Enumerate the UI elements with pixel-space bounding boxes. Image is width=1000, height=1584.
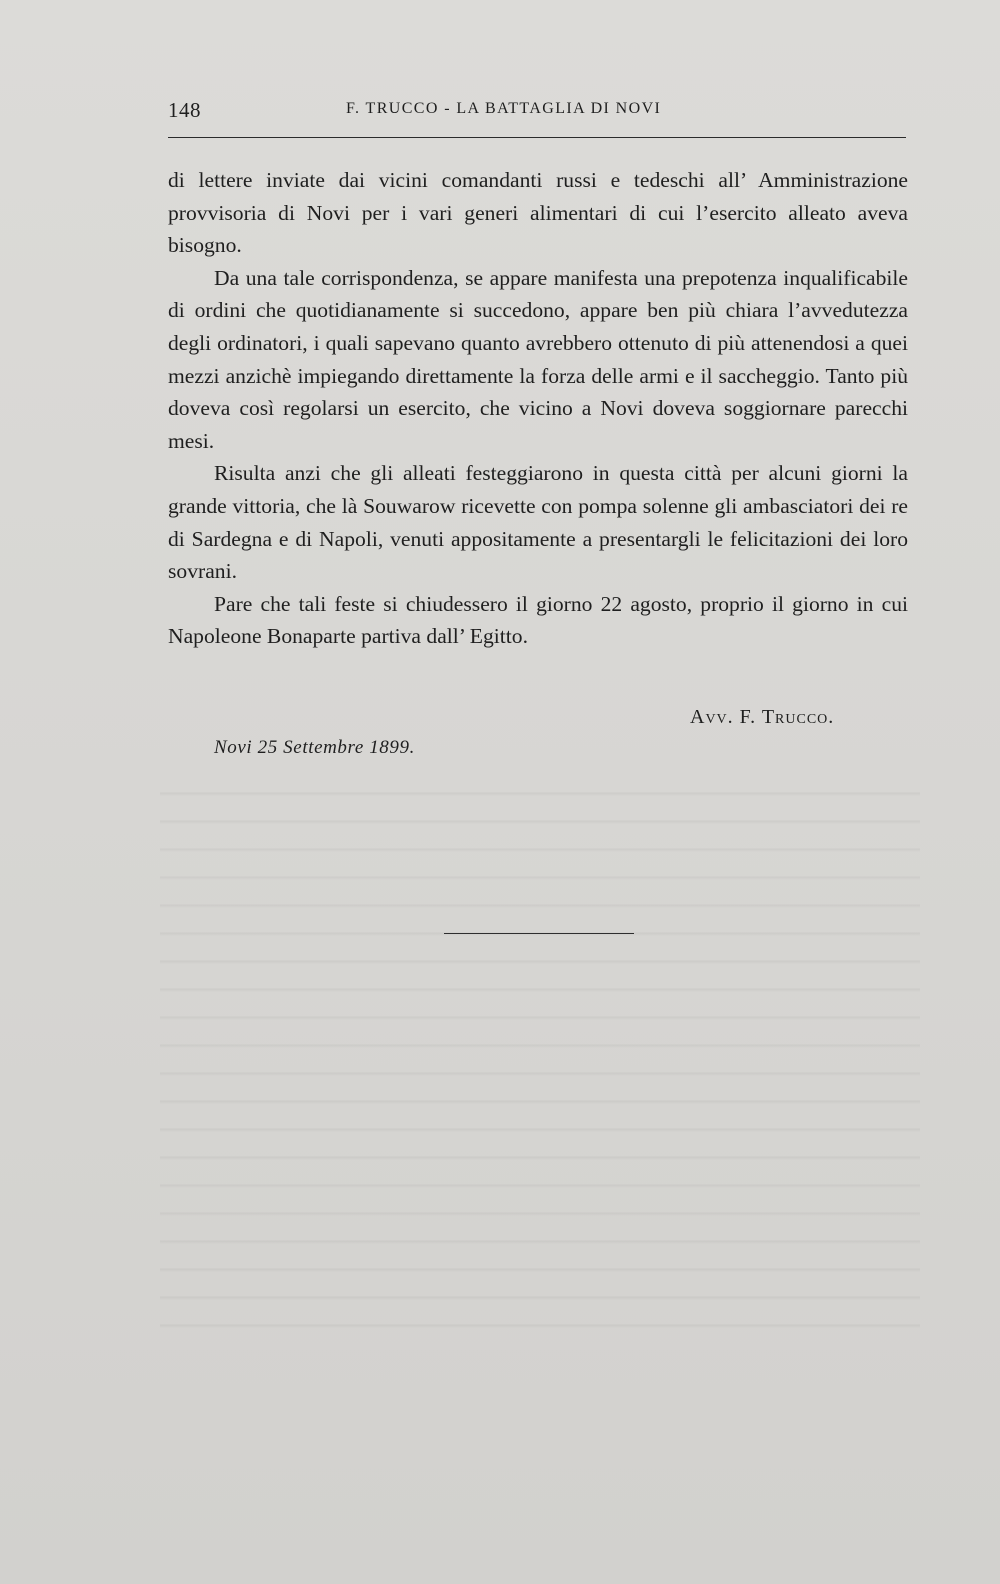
body-text (168, 164, 908, 653)
dateline: Novi 25 Settembre 1899. (214, 737, 415, 758)
show-through-texture (160, 780, 920, 1340)
paragraph: Pare che tali feste si chiudessero il giorno 22 agosto, proprio il giorno in cui Napoleone Bonaparte partiva dall’ Egitto. (168, 591, 908, 649)
paragraph: di lettere inviate dai vicini comandanti russi e tedeschi all’ Amministrazione provvisoria di Novi per i vari generi alimentari di cui l’esercito alleato aveva bisogno. (168, 168, 908, 258)
paragraph: Risulta anzi che gli alleati festeggiarono in questa città per alcuni giorni la grande vittoria, che là Souwarow ricevette con pompa solenne gli ambasciatori dei re di Sardegna e di Napoli, venuti appositamente a presentargli le felicitazioni dei loro sovrani. (168, 461, 908, 584)
running-head: F. TRUCCO - LA BATTAGLIA DI NOVI (346, 100, 662, 117)
header-rule (168, 137, 906, 138)
page-number: 148 (168, 98, 201, 122)
end-rule (444, 933, 634, 934)
paragraph: Da una tale corrispondenza, se appare manifesta una prepotenza inqualificabile di ordini che quotidianamente si succedono, appare ben più chiara l’avvedutezza degli ordinatori, i quali sapevano quanto avrebbero ottenuto di più attenendosi a quei mezzi anzichè impiegando direttamente la forza delle armi e il saccheggio. Tanto più doveva così regolarsi un esercito, che vicino a Novi doveva soggiornare parecchi mesi. (168, 265, 908, 453)
author-signature: Avv. F. Trucco. (690, 706, 835, 728)
page-header (168, 98, 906, 128)
